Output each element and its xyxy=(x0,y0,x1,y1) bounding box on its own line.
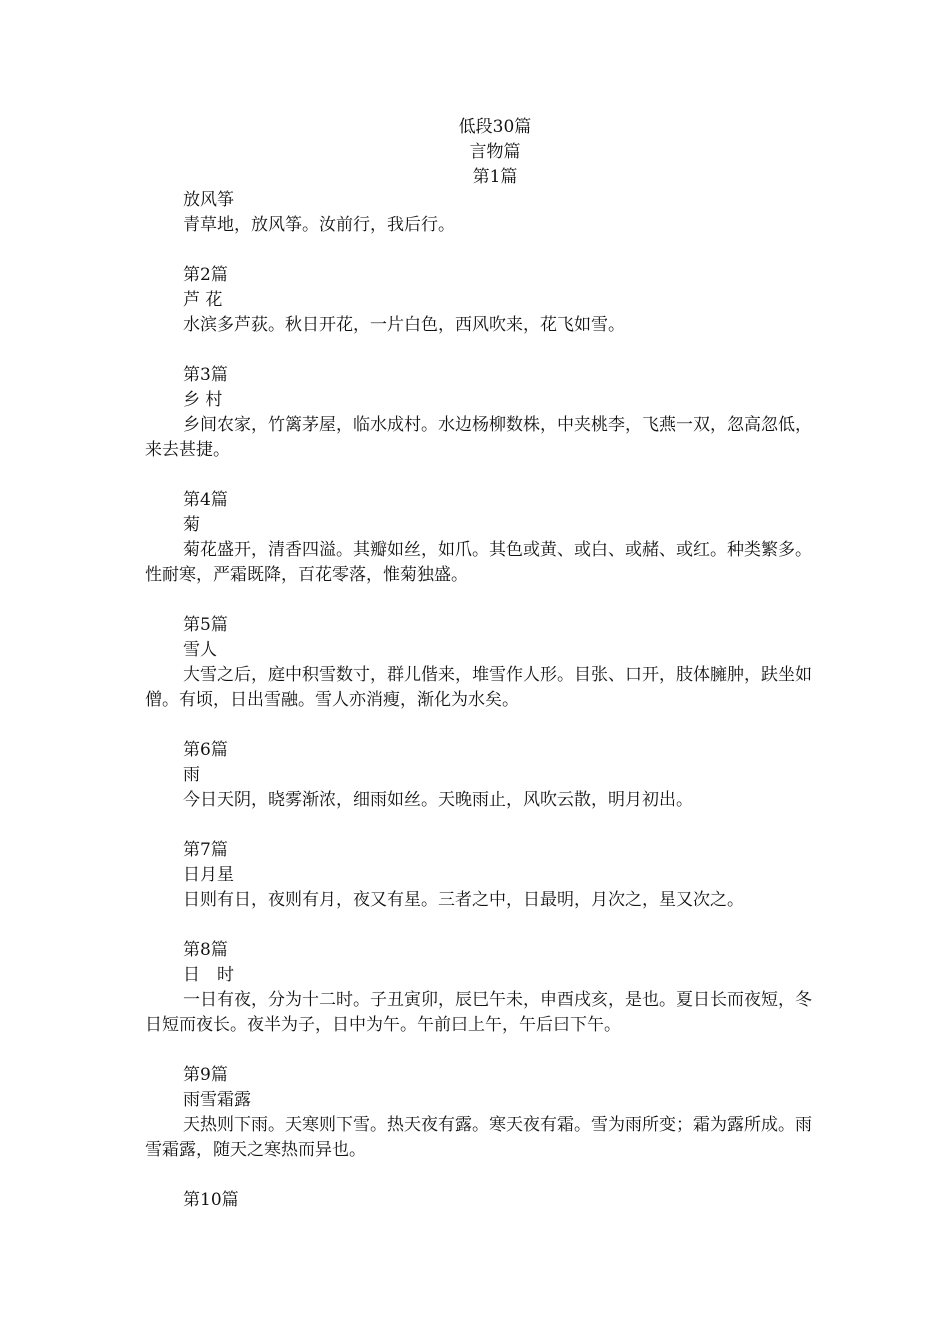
section-number: 第4篇 xyxy=(183,490,228,510)
section-text: 水滨多芦荻。秋日开花，一片白色，西风吹来，花飞如雪。 xyxy=(183,315,625,335)
section-title: 雨 xyxy=(183,765,200,785)
section-number: 第6篇 xyxy=(183,740,228,760)
section-title: 日 时 xyxy=(183,965,234,985)
section-title: 乡 村 xyxy=(183,390,223,410)
section-title: 雨雪霜露 xyxy=(183,1090,251,1110)
section-7 xyxy=(145,838,815,913)
section-8 xyxy=(145,938,815,1038)
section-title: 雪人 xyxy=(183,640,217,660)
section-number: 第5篇 xyxy=(183,615,228,635)
section-text: 一日有夜，分为十二时。子丑寅卯，辰巳午未，申酉戌亥，是也。夏日长而夜短，冬日短而夜长。夜半为子，日中为午。午前曰上午，午后曰下午。 xyxy=(145,990,812,1035)
section-10 xyxy=(145,1188,815,1213)
section-title: 菊 xyxy=(183,515,200,535)
section-6 xyxy=(145,738,815,813)
section-number: 第9篇 xyxy=(183,1065,228,1085)
section-title: 日月星 xyxy=(183,865,234,885)
section-title: 放风筝 xyxy=(183,190,234,210)
section-number: 第2篇 xyxy=(183,265,228,285)
section-text: 大雪之后，庭中积雪数寸，群儿偕来，堆雪作人形。目张、口开，肢体臃肿，趺坐如僧。有顷，日出雪融。雪人亦消瘦，渐化为水矣。 xyxy=(145,665,812,710)
section-text: 乡间农家，竹篱茅屋，临水成村。水边杨柳数株，中夹桃李，飞燕一双，忽高忽低，来去甚捷。 xyxy=(145,415,812,460)
section-text: 日则有日，夜则有月，夜又有星。三者之中，日最明，月次之，星又次之。 xyxy=(183,890,744,910)
section-2 xyxy=(145,263,815,338)
document-body xyxy=(145,188,815,1238)
section-text: 青草地，放风筝。汝前行，我后行。 xyxy=(183,215,455,235)
section-4 xyxy=(145,488,815,588)
section-text: 今日天阴，晓雾渐浓，细雨如丝。天晚雨止，风吹云散，明月初出。 xyxy=(183,790,693,810)
section-number: 第7篇 xyxy=(183,840,228,860)
section-9 xyxy=(145,1063,815,1163)
section-text: 菊花盛开，清香四溢。其瓣如丝，如爪。其色或黄、或白、或赭、或红。种类繁多。性耐寒，严霜既降，百花零落，惟菊独盛。 xyxy=(145,540,812,585)
category-title: 言物篇 xyxy=(469,142,521,162)
section-1 xyxy=(145,188,815,238)
section-text: 天热则下雨。天寒则下雪。热天夜有露。寒天夜有霜。雪为雨所变；霜为露所成。雨雪霜露，随天之寒热而异也。 xyxy=(145,1115,812,1160)
section-number: 第10篇 xyxy=(183,1190,239,1210)
section-number: 第1篇 xyxy=(472,167,518,187)
section-number: 第8篇 xyxy=(183,940,228,960)
document-header xyxy=(0,115,950,190)
section-5 xyxy=(145,613,815,713)
section-number: 第3篇 xyxy=(183,365,228,385)
section-title: 芦 花 xyxy=(183,290,223,310)
document-title: 低段30篇 xyxy=(458,117,532,137)
section-3 xyxy=(145,363,815,463)
